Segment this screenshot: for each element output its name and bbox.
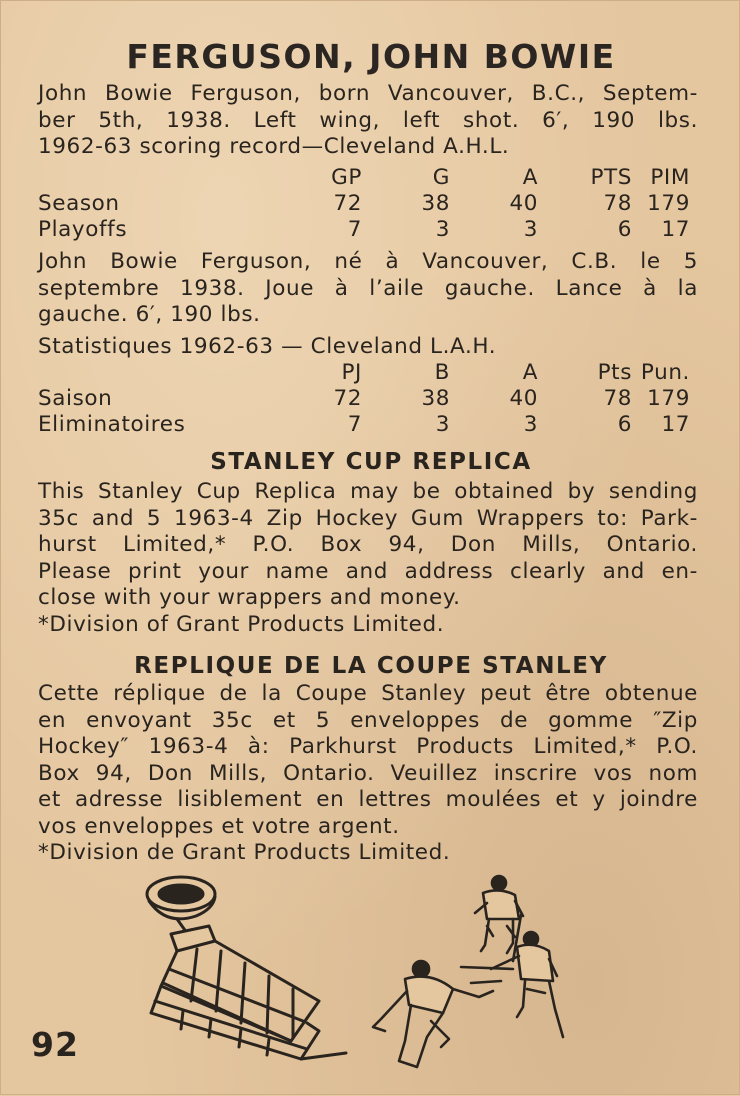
stats-row-eliminatoires [38,412,698,438]
stats-french-title [38,334,698,361]
stat-value: 72 [333,191,362,216]
bio-english-line: John Bowie Ferguson, born Vancouver, B.C., Septem- [38,81,698,106]
stat-value: 78 [603,386,632,411]
stat-header: G [432,165,450,190]
offer-french [38,681,698,867]
offer-french-line: vos enveloppes et votre argent. [38,813,400,839]
bio-english-line: 1962-63 scoring record—Cleveland A.H.L. [38,134,510,159]
stat-value: 3 [523,217,538,242]
bio-english-line: ber 5th, 1938. Left wing, left shot. 6′, 190 lbs. [38,107,698,133]
stat-value: 38 [421,191,450,216]
stat-header: GP [331,165,362,190]
stat-value: 72 [333,386,362,411]
offer-french-footnote: *Division de Grant Products Limited. [38,840,451,865]
offer-english-line: This Stanley Cup Replica may be obtained by sending [38,479,698,504]
stat-value: 3 [523,412,538,437]
stat-value: 6 [617,412,632,437]
stat-value: 3 [435,217,450,242]
bio-french-line: John Bowie Ferguson, né à Vancouver, C.B. le 5 [38,249,698,274]
bio-french-line: gauche. 6′, 190 lbs. [38,302,261,327]
stats-row-season [38,191,698,217]
stat-value: 179 [647,191,690,216]
offer-french-line: en envoyant 35c et 5 enveloppes de gomme ″Zip [38,707,698,733]
stat-row-label: Playoffs [38,217,128,242]
stat-header: Pts [597,360,632,385]
stanley-cup-drawing [147,877,346,1059]
stat-header: PIM [650,165,690,190]
stat-header: PTS [590,165,632,190]
bio-french [38,249,698,329]
offer-english-line: Please print your name and address clearly and en- [38,558,698,584]
stat-row-label: Saison [38,386,113,411]
stat-value: 17 [661,217,690,242]
stat-value: 40 [509,191,538,216]
stats-table-english [38,165,698,243]
stat-header: B [434,360,450,385]
card-number: 92 [31,1025,79,1064]
offer-english-line: close with your wrappers and money. [38,585,461,610]
offer-english-line: hurst Limited,* P.O. Box 94, Don Mills, Ontario. [38,532,698,557]
offer-french-line: Box 94, Don Mills, Ontario. Veuillez inscrire vos nom [38,760,698,786]
offer-english-heading: STANLEY CUP REPLICA [210,449,532,475]
hockey-players-drawing [373,876,563,1067]
stat-header: A [522,360,538,385]
stats-header-row [38,165,698,191]
stat-header: PJ [341,360,362,385]
offer-english-footnote: *Division of Grant Products Limited. [38,611,445,637]
offer-french-heading: REPLIQUE DE LA COUPE STANLEY [134,653,608,679]
bio-english [38,81,698,161]
stat-value: 3 [435,412,450,437]
stats-french-title-text: Statistiques 1962-63 — Cleveland L.A.H. [38,334,497,359]
offer-french-line: Hockey″ 1963-4 à: Parkhurst Products Limited,* P.O. [38,734,698,759]
stat-value: 7 [347,412,362,437]
stat-row-label: Eliminatoires [38,412,186,437]
stat-value: 78 [603,191,632,216]
stat-header: Pun. [640,360,690,385]
offer-english-line: 35c and 5 1963-4 Zip Hockey Gum Wrappers to: Park- [38,505,698,531]
stats-table-french [38,360,698,438]
offer-french-line: et adresse lisiblement en lettres moulées et y joindre [38,787,698,812]
stat-value: 17 [661,412,690,437]
stat-value: 179 [647,386,690,411]
offer-english [38,479,698,638]
stat-value: 38 [421,386,450,411]
stat-value: 40 [509,386,538,411]
stat-row-label: Season [38,191,120,216]
offer-french-line: Cette réplique de la Coupe Stanley peut être obtenue [38,681,698,706]
stats-row-saison [38,386,698,412]
stats-row-playoffs [38,217,698,243]
player-name-title: FERGUSON, JOHN BOWIE [126,37,616,76]
stat-value: 6 [617,217,632,242]
stats-header-row [38,360,698,386]
bio-french-line: septembre 1938. Joue à l’aile gauche. Lance à la [38,275,698,301]
stat-header: A [522,165,538,190]
stat-value: 7 [347,217,362,242]
